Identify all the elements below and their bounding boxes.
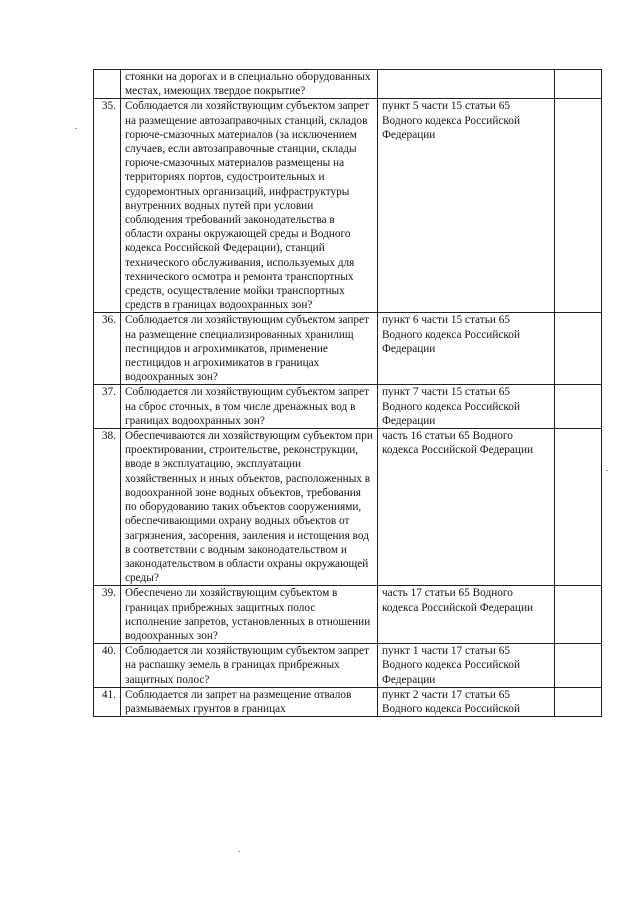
legal-reference-cell: пункт 7 части 15 статьи 65 Водного кодекса Российской Федерации — [378, 385, 555, 429]
question-cell: Обеспечиваются ли хозяйствующим субъектом при проектировании, строительстве, реконструкции, вводе в эксплуатацию, эксплуатации хозяйственных и иных объектов, расположенных в водоохранной зоне водных объектов, требования по оборудованию таких объектов сооружениями, обеспечивающими охрану водных объектов от загрязнения, засорения, заиления и истощения вод в соответствии с водным законодательством и законодательством в области охраны окружающей среды? — [121, 429, 378, 586]
table-row — [94, 687, 602, 716]
table-row — [94, 313, 602, 385]
legal-reference-cell: пункт 5 части 15 статьи 65 Водного кодекса Российской Федерации — [378, 99, 555, 313]
row-number: 37. — [94, 385, 121, 429]
table-row — [94, 70, 602, 99]
question-cell: Соблюдается ли хозяйствующим субъектом запрет на размещение специализированных хранилищ пестицидов и агрохимикатов, применение пестицидов и агрохимикатов в границах водоохранных зон? — [121, 313, 378, 385]
row-number: 36. — [94, 313, 121, 385]
scan-speck — [238, 851, 240, 852]
legal-reference-cell: пункт 1 части 17 статьи 65 Водного кодекса Российской Федерации — [378, 644, 555, 688]
table-row — [94, 644, 602, 688]
row-number: 39. — [94, 586, 121, 644]
question-cell: Соблюдается ли хозяйствующим субъектом запрет на сброс сточных, в том числе дренажных вод в границах водоохранных зон? — [121, 385, 378, 429]
legal-reference-cell: часть 16 статьи 65 Водного кодекса Российской Федерации — [378, 429, 555, 586]
scan-speck — [606, 470, 608, 471]
answer-cell — [555, 313, 602, 385]
question-cell: Соблюдается ли хозяйствующим субъектом запрет на размещение автозаправочных станций, складов горюче-смазочных материалов (за исключением случаев, если автозаправочные станции, склады горюче-смазочных материалов размещены на территориях портов, судостроительных и судоремонтных организаций, инфраструктуры внутренних водных путей при условии соблюдения требований законодательства в области охраны окружающей среды и Водного кодекса Российской Федерации), станций технического обслуживания, используемых для технического осмотра и ремонта транспортных средств, осуществление мойки транспортных средств в границах водоохранных зон? — [121, 99, 378, 313]
legal-reference-cell: часть 17 статьи 65 Водного кодекса Российской Федерации — [378, 586, 555, 644]
answer-cell — [555, 99, 602, 313]
scan-speck — [75, 128, 77, 129]
answer-cell — [555, 385, 602, 429]
row-number: 40. — [94, 644, 121, 688]
question-cell: Соблюдается ли хозяйствующим субъектом запрет на распашку земель в границах прибрежных защитных полос? — [121, 644, 378, 688]
row-number: 38. — [94, 429, 121, 586]
answer-cell — [555, 70, 602, 99]
row-number: 41. — [94, 687, 121, 716]
answer-cell — [555, 644, 602, 688]
table-row — [94, 586, 602, 644]
question-cell: стоянки на дорогах и в специально оборудованных местах, имеющих твердое покрытие? — [121, 70, 378, 99]
table-row — [94, 99, 602, 313]
answer-cell — [555, 687, 602, 716]
table-row — [94, 429, 602, 586]
legal-reference-cell: пункт 2 части 17 статьи 65 Водного кодекса Российской — [378, 687, 555, 716]
requirements-table — [93, 69, 602, 717]
question-cell: Обеспечено ли хозяйствующим субъектом в границах прибрежных защитных полос исполнение запретов, установленных в отношении водоохранных зон? — [121, 586, 378, 644]
legal-reference-cell — [378, 70, 555, 99]
row-number: 35. — [94, 99, 121, 313]
answer-cell — [555, 429, 602, 586]
legal-reference-cell: пункт 6 части 15 статьи 65 Водного кодекса Российской Федерации — [378, 313, 555, 385]
row-number — [94, 70, 121, 99]
question-cell: Соблюдается ли запрет на размещение отвалов размываемых грунтов в границах — [121, 687, 378, 716]
table-row — [94, 385, 602, 429]
answer-cell — [555, 586, 602, 644]
